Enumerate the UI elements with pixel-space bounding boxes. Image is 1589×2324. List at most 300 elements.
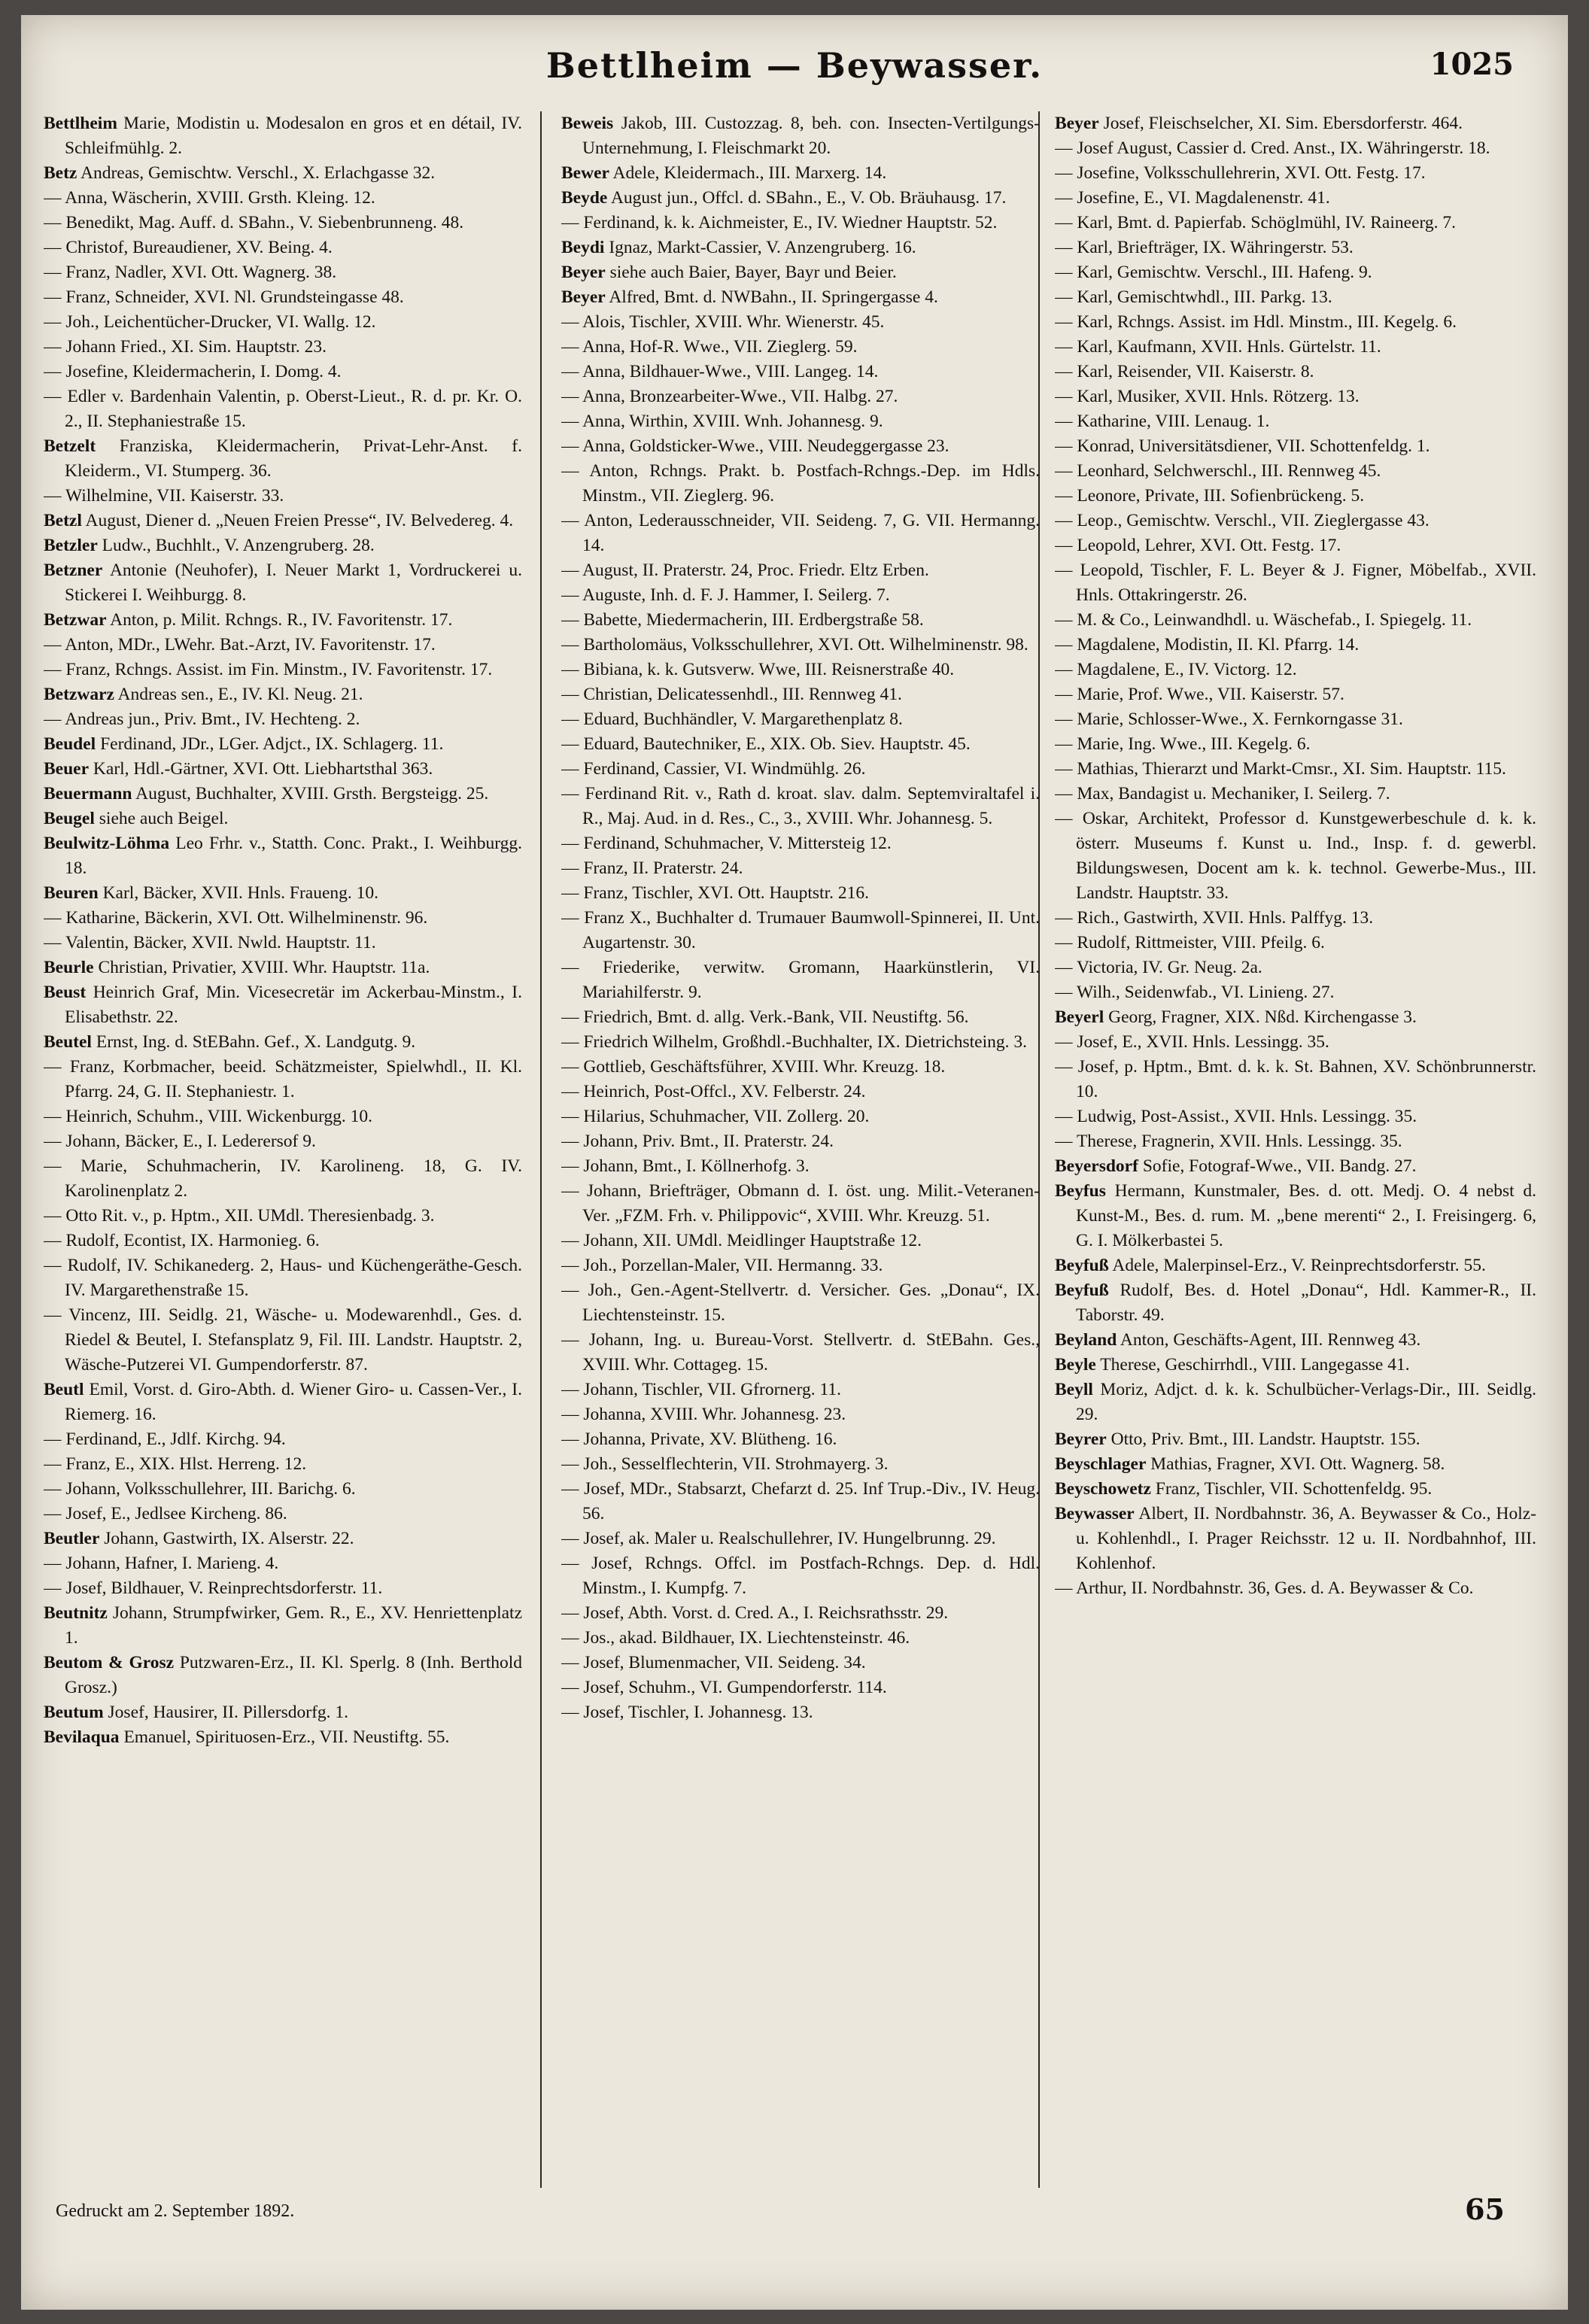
directory-entry [561, 384, 1040, 409]
directory-entry [1055, 1452, 1536, 1477]
entry-details: — Marie, Schuhmacherin, IV. Karolineng. 18, G. IV. Karolinenplatz 2. [44, 1156, 522, 1201]
directory-entry [44, 509, 522, 533]
entry-details: — Babette, Miedermacherin, III. Erdbergstraße 58. [561, 610, 924, 630]
entry-details: — Johann, XII. UMdl. Meidlinger Hauptstraße 12. [561, 1231, 922, 1250]
entry-surname: Beyersdorf [1055, 1156, 1138, 1176]
entry-surname: Beyland [1055, 1330, 1117, 1350]
directory-entry [561, 1452, 1040, 1477]
directory-entry [1055, 558, 1536, 608]
directory-entry [1055, 1353, 1536, 1378]
entry-details: Adele, Kleidermach., III. Marxerg. 14. [612, 163, 887, 183]
entry-surname: Bettlheim [44, 114, 117, 133]
entry-details: — Friedrich Wilhelm, Großhdl.-Buchhalter, IX. Dietrichsteing. 3. [561, 1032, 1027, 1052]
entry-surname: Beutnitz [44, 1603, 108, 1623]
entry-details: — Wilhelmine, VII. Kaiserstr. 33. [44, 486, 284, 506]
directory-entry [561, 1551, 1040, 1601]
entry-surname: Betz [44, 163, 77, 183]
directory-entry [44, 558, 522, 608]
entry-surname: Betzwar [44, 610, 107, 630]
entry-details: — Johann, Ing. u. Bureau-Vorst. Stellvertr. d. StEBahn. Ges., XVIII. Whr. Cottageg. 15. [561, 1330, 1040, 1375]
entry-details: — Joh., Gen.-Agent-Stellvertr. d. Versicher. Ges. „Donau“, IX. Liechtensteinstr. 15. [561, 1280, 1040, 1325]
directory-entry [561, 1129, 1040, 1154]
directory-entry [44, 111, 522, 161]
entry-surname: Beugel [44, 809, 95, 828]
directory-entry [561, 1179, 1040, 1229]
entry-details: — Johann, Tischler, VII. Gfrornerg. 11. [561, 1380, 841, 1399]
entry-surname: Beutler [44, 1529, 100, 1548]
entry-details: — Eduard, Buchhändler, V. Margarethenplatz 8. [561, 709, 903, 729]
entry-details: — Christian, Delicatessenhdl., III. Rennweg 41. [561, 685, 902, 704]
directory-entry [1055, 409, 1536, 434]
directory-entry [1055, 1427, 1536, 1452]
entry-details: — Max, Bandagist u. Mechaniker, I. Seilerg. 7. [1055, 784, 1390, 804]
directory-entry [561, 161, 1040, 186]
directory-entry [561, 1005, 1040, 1030]
entry-surname: Beyschlager [1055, 1454, 1147, 1474]
directory-entry [561, 1626, 1040, 1651]
entry-details: — Josefine, E., VI. Magdalenenstr. 41. [1055, 188, 1330, 208]
directory-entry [561, 608, 1040, 633]
entry-details: — Josef, Abth. Vorst. d. Cred. A., I. Reichsrathsstr. 29. [561, 1603, 949, 1623]
directory-entry [1055, 1129, 1536, 1154]
directory-entry [44, 1303, 522, 1378]
directory-entry [1055, 682, 1536, 707]
entry-details: siehe auch Beigel. [99, 809, 229, 828]
directory-entry [44, 1253, 522, 1303]
directory-entry [1055, 782, 1536, 807]
directory-entry [561, 1104, 1040, 1129]
directory-entry [44, 1502, 522, 1527]
directory-entry [1055, 633, 1536, 658]
entry-details: Antonie (Neuhofer), I. Neuer Markt 1, Vordruckerei u. Stickerei I. Weihburgg. 8. [65, 560, 522, 605]
directory-entry [44, 1378, 522, 1427]
directory-entry [561, 881, 1040, 906]
directory-entry [44, 211, 522, 235]
entry-details: Marie, Modistin u. Modesalon en gros et en détail, IV. Schleifmühlg. 2. [65, 114, 522, 158]
entry-details: Adele, Malerpinsel-Erz., V. Reinprechtsdorferstr. 55. [1112, 1256, 1486, 1275]
entry-surname: Betzwarz [44, 685, 114, 704]
directory-entry [44, 434, 522, 484]
directory-entry [561, 1402, 1040, 1427]
entry-details: — Bibiana, k. k. Gutsverw. Wwe, III. Reisnerstraße 40. [561, 660, 955, 679]
entry-details: Jakob, III. Custozzag. 8, beh. con. Insecten-Vertilgungs-Unternehmung, I. Fleischmarkt 20. [582, 114, 1040, 158]
directory-entry [1055, 1179, 1536, 1253]
entry-details: Andreas, Gemischtw. Verschl., X. Erlachgasse 32. [80, 163, 436, 183]
directory-entry [44, 782, 522, 807]
entry-surname: Beyll [1055, 1380, 1093, 1399]
entry-surname: Beust [44, 983, 87, 1002]
directory-entry [1055, 1055, 1536, 1104]
directory-entry [1055, 1328, 1536, 1353]
directory-entry [44, 757, 522, 782]
entry-details: August, Diener d. „Neuen Freien Presse“, IV. Belvedereg. 4. [85, 511, 514, 530]
entry-details: — Anton, Rchngs. Prakt. b. Postfach-Rchngs.-Dep. im Hdls. Minstm., VII. Zieglerg. 96. [561, 461, 1040, 506]
entry-details: Otto, Priv. Bmt., III. Landstr. Hauptstr. 155. [1110, 1429, 1420, 1449]
entry-details: — Karl, Kaufmann, XVII. Hnls. Gürtelstr. 11. [1055, 337, 1381, 357]
entry-details: Christian, Privatier, XVIII. Whr. Hauptstr. 11a. [98, 958, 430, 977]
entry-details: — Leonhard, Selchwerschl., III. Rennweg 45. [1055, 461, 1381, 481]
entry-details: — Karl, Briefträger, IX. Währingerstr. 53. [1055, 238, 1354, 257]
entry-details: — Josef, Tischler, I. Johannesg. 13. [561, 1703, 813, 1722]
entry-surname: Beywasser [1055, 1504, 1135, 1524]
directory-entry [44, 1104, 522, 1129]
directory-entry [1055, 260, 1536, 285]
entry-details: August, Buchhalter, XVIII. Grsth. Bergsteigg. 25. [135, 784, 489, 804]
entry-details: — Friederike, verwitw. Gromann, Haarkünstlerin, VI. Mariahilferstr. 9. [561, 958, 1040, 1002]
entry-details: — Mathias, Thierarzt und Markt-Cmsr., XI. Sim. Hauptstr. 115. [1055, 759, 1506, 779]
entry-details: Heinrich Graf, Min. Vicesecretär im Ackerbau-Minstm., I. Elisabethstr. 22. [65, 983, 522, 1027]
directory-entry [561, 260, 1040, 285]
entry-details: — Rudolf, Econtist, IX. Harmonieg. 6. [44, 1231, 320, 1250]
entry-surname: Beutl [44, 1380, 84, 1399]
entry-details: — Christof, Bureaudiener, XV. Being. 4. [44, 238, 333, 257]
entry-details: August jun., Offcl. d. SBahn., E., V. Ob. Bräuhausg. 17. [610, 188, 1007, 208]
entry-details: — Ludwig, Post-Assist., XVII. Hnls. Lessingg. 35. [1055, 1107, 1417, 1126]
directory-entry [561, 831, 1040, 856]
entry-details: Leo Frhr. v., Statth. Conc. Prakt., I. Weihburgg. 18. [65, 834, 522, 878]
entry-details: — Katharine, VIII. Lenaug. 1. [1055, 412, 1270, 431]
directory-entry [561, 757, 1040, 782]
entry-details: — Konrad, Universitätsdiener, VII. Schottenfeldg. 1. [1055, 436, 1430, 456]
directory-entry [1055, 434, 1536, 459]
directory-entry [561, 360, 1040, 384]
directory-entry [44, 1527, 522, 1551]
directory-entry [1055, 360, 1536, 384]
entry-details: — Oskar, Architekt, Professor d. Kunstgewerbeschule d. k. k. österr. Museums f. Kunst u. Ind., Insp. f. d. gewerbl. Bildungswesen, Docent am k. k. technol. Gewerbe-Mus., III. Landstr. Hauptstr. 33. [1055, 809, 1536, 903]
directory-entry [1055, 955, 1536, 980]
directory-entry [561, 682, 1040, 707]
entry-details: — Anna, Wäscherin, XVIII. Grsth. Kleing. 12. [44, 188, 375, 208]
directory-entry [1055, 533, 1536, 558]
entry-details: Moriz, Adjct. d. k. k. Schulbücher-Verlags-Dir., III. Seidlg. 29. [1076, 1380, 1536, 1424]
entry-details: Anton, p. Milit. Rchngs. R., IV. Favoritenstr. 17. [110, 610, 453, 630]
entry-surname: Beudel [44, 734, 96, 754]
directory-entry [561, 434, 1040, 459]
entry-details: Putzwaren-Erz., II. Kl. Sperlg. 8 (Inh. Berthold Grosz.) [65, 1653, 522, 1697]
directory-entry [1055, 1030, 1536, 1055]
entry-details: — M. & Co., Leinwandhdl. u. Wäschefab., I. Spiegelg. 11. [1055, 610, 1472, 630]
directory-entry [561, 1601, 1040, 1626]
directory-entry [561, 633, 1040, 658]
entry-details: — Karl, Bmt. d. Papierfab. Schöglmühl, IV. Raineerg. 7. [1055, 213, 1457, 232]
directory-entry [44, 906, 522, 931]
directory-entry [1055, 732, 1536, 757]
directory-entry [44, 1030, 522, 1055]
entry-details: — Hilarius, Schuhmacher, VII. Zollerg. 20. [561, 1107, 870, 1126]
directory-entry [1055, 757, 1536, 782]
directory-entry [561, 1328, 1040, 1378]
entry-details: Mathias, Fragner, XVI. Ott. Wagnerg. 58. [1150, 1454, 1445, 1474]
page-number: 1025 [1429, 47, 1514, 82]
entry-details: — Franz, Nadler, XVI. Ott. Wagnerg. 38. [44, 263, 337, 282]
directory-entry [561, 1080, 1040, 1104]
directory-entry [1055, 980, 1536, 1005]
entry-details: — Franz, E., XIX. Hlst. Herreng. 12. [44, 1454, 307, 1474]
entry-details: — Josef, Rchngs. Offcl. im Postfach-Rchngs. Dep. d. Hdl. Minstm., I. Kumpfg. 7. [561, 1554, 1040, 1598]
directory-entry [44, 1576, 522, 1601]
entry-details: Karl, Bäcker, XVII. Hnls. Fraueng. 10. [102, 883, 379, 903]
directory-entry [1055, 211, 1536, 235]
entry-details: siehe auch Baier, Bayer, Bayr und Beier. [609, 263, 897, 282]
entry-surname: Beyer [561, 263, 606, 282]
entry-surname: Beweis [561, 114, 614, 133]
page-title: Bettlheim — Beywasser. [545, 45, 1044, 86]
entry-details: — Bartholomäus, Volksschullehrer, XVI. Ott. Wilhelminenstr. 98. [561, 635, 1028, 655]
entry-details: — Ferdinand Rit. v., Rath d. kroat. slav. dalm. Septemviraltafel i. R., Maj. Aud. in d. Res., C., 3., XVIII. Whr. Johannesg. 5. [561, 784, 1040, 828]
directory-entry [44, 285, 522, 310]
entry-details: — Rudolf, Rittmeister, VIII. Pfeilg. 6. [1055, 933, 1325, 952]
directory-entry [1055, 509, 1536, 533]
directory-entry [44, 1452, 522, 1477]
entry-details: — Katharine, Bäckerin, XVI. Ott. Wilhelminenstr. 96. [44, 908, 428, 928]
entry-details: — Magdalene, Modistin, II. Kl. Pfarrg. 14. [1055, 635, 1360, 655]
entry-details: — Heinrich, Post-Offcl., XV. Felberstr. 24. [561, 1082, 866, 1101]
directory-entry [1055, 658, 1536, 682]
sheet-number: 65 [1465, 2192, 1505, 2226]
directory-entry [44, 1477, 522, 1502]
entry-details: — Karl, Gemischtw. Verschl., III. Hafeng. 9. [1055, 263, 1372, 282]
entry-details: Sofie, Fotograf-Wwe., VII. Bandg. 27. [1142, 1156, 1417, 1176]
entry-surname: Beulwitz-Löhma [44, 834, 170, 853]
directory-page [21, 15, 1568, 2310]
entry-details: Ernst, Ing. d. StEBahn. Gef., X. Landgutg. 9. [96, 1032, 416, 1052]
directory-entry [561, 1427, 1040, 1452]
entry-details: — Therese, Fragnerin, XVII. Hnls. Lessingg. 35. [1055, 1132, 1402, 1151]
entry-details: Johann, Strumpfwirker, Gem. R., E., XV. Henriettenplatz 1. [65, 1603, 522, 1648]
directory-entry [561, 1154, 1040, 1179]
directory-entry [1055, 186, 1536, 211]
entry-details: Georg, Fragner, XIX. Nßd. Kirchengasse 3. [1108, 1007, 1417, 1027]
directory-entry [561, 1651, 1040, 1675]
entry-details: Alfred, Bmt. d. NWBahn., II. Springergasse 4. [609, 287, 938, 307]
directory-entry [44, 707, 522, 732]
directory-entry [44, 608, 522, 633]
entry-details: Ferdinand, JDr., LGer. Adjct., IX. Schlagerg. 11. [100, 734, 444, 754]
directory-entry [44, 1725, 522, 1750]
directory-entry [44, 1154, 522, 1204]
directory-entry [561, 1477, 1040, 1527]
directory-entry [1055, 1278, 1536, 1328]
directory-entry [1055, 459, 1536, 484]
directory-entry [1055, 1378, 1536, 1427]
entry-details: — Josef, Blumenmacher, VII. Seideng. 34. [561, 1653, 866, 1672]
directory-entry [1055, 807, 1536, 906]
entry-details: — Johann, Briefträger, Obmann d. I. öst. ung. Milit.-Veteranen-Ver. „FZM. Frh. v. Philippovic“, XVIII. Whr. Kreuzg. 51. [561, 1181, 1040, 1226]
directory-entry [44, 1651, 522, 1700]
directory-entry [561, 583, 1040, 608]
entry-details: — Ferdinand, Cassier, VI. Windmühlg. 26. [561, 759, 866, 779]
directory-entry [1055, 931, 1536, 955]
directory-entry [561, 782, 1040, 831]
directory-entry [44, 1055, 522, 1104]
entry-surname: Beurle [44, 958, 94, 977]
entry-details: — Arthur, II. Nordbahnstr. 36, Ges. d. A. Beywasser & Co. [1055, 1578, 1474, 1598]
entry-details: — Edler v. Bardenhain Valentin, p. Oberst-Lieut., R. d. pr. Kr. O. 2., II. Stephaniestraße 15. [44, 387, 522, 431]
entry-details: Therese, Geschirrhdl., VIII. Langegasse 41. [1100, 1355, 1410, 1375]
directory-entry [561, 235, 1040, 260]
directory-entry [561, 409, 1040, 434]
directory-entry [1055, 1104, 1536, 1129]
directory-entry [44, 384, 522, 434]
directory-entry [561, 1378, 1040, 1402]
print-date: Gedruckt am 2. September 1892. [56, 2201, 295, 2221]
entry-surname: Beyle [1055, 1355, 1096, 1375]
directory-entry [44, 186, 522, 211]
directory-entry [561, 1527, 1040, 1551]
entry-surname: Beuren [44, 883, 99, 903]
entry-details: — Anna, Bildhauer-Wwe., VIII. Langeg. 14. [561, 362, 879, 381]
directory-entry [44, 955, 522, 980]
entry-details: — Victoria, IV. Gr. Neug. 2a. [1055, 958, 1262, 977]
entry-details: — Leop., Gemischtw. Verschl., VII. Zieglergasse 43. [1055, 511, 1429, 530]
entry-details: — Josef August, Cassier d. Cred. Anst., IX. Währingerstr. 18. [1055, 138, 1490, 158]
entry-details: — Jos., akad. Bildhauer, IX. Liechtensteinstr. 46. [561, 1628, 910, 1648]
entry-details: — Heinrich, Schuhm., VIII. Wickenburgg. 10. [44, 1107, 372, 1126]
entry-details: — Johann, Bmt., I. Köllnerhofg. 3. [561, 1156, 810, 1176]
directory-entry [1055, 136, 1536, 161]
directory-entry [561, 658, 1040, 682]
directory-entry [44, 260, 522, 285]
entry-details: — Anna, Wirthin, XVIII. Wnh. Johannesg. 9. [561, 412, 883, 431]
entry-details: — Franz, Schneider, XVI. Nl. Grundsteingasse 48. [44, 287, 404, 307]
directory-entry [1055, 161, 1536, 186]
directory-entry [1055, 285, 1536, 310]
entry-details: — Alois, Tischler, XVIII. Whr. Wienerstr. 45. [561, 312, 885, 332]
entry-details: — Johann Fried., XI. Sim. Hauptstr. 23. [44, 337, 327, 357]
directory-entry [561, 310, 1040, 335]
directory-entry [561, 509, 1040, 558]
entry-details: — Anna, Hof-R. Wwe., VII. Zieglerg. 59. [561, 337, 858, 357]
entry-details: — Anton, MDr., LWehr. Bat.-Arzt, IV. Favoritenstr. 17. [44, 635, 436, 655]
entry-details: — Franz, II. Praterstr. 24. [561, 858, 743, 878]
directory-entry [561, 1055, 1040, 1080]
entry-details: — Josef, Schuhm., VI. Gumpendorferstr. 114. [561, 1678, 887, 1697]
entry-details: — Andreas jun., Priv. Bmt., IV. Hechteng. 2. [44, 709, 360, 729]
directory-entry [44, 1129, 522, 1154]
directory-entry [44, 335, 522, 360]
directory-entry [1055, 1576, 1536, 1601]
directory-entry [561, 906, 1040, 955]
entry-details: — Johanna, Private, XV. Blütheng. 16. [561, 1429, 837, 1449]
directory-entry [1055, 1005, 1536, 1030]
directory-entry [44, 980, 522, 1030]
directory-entry [44, 484, 522, 509]
directory-entry [44, 658, 522, 682]
entry-details: — Marie, Ing. Wwe., III. Kegelg. 6. [1055, 734, 1311, 754]
entry-details: — Joh., Sesselflechterin, VII. Strohmayerg. 3. [561, 1454, 889, 1474]
directory-entry [561, 459, 1040, 509]
directory-entry [44, 633, 522, 658]
directory-entry [44, 807, 522, 831]
entry-surname: Beyerl [1055, 1007, 1104, 1027]
entry-details: — Vincenz, III. Seidlg. 21, Wäsche- u. Modewarenhdl., Ges. d. Riedel & Beutel, I. Stefansplatz 9, Fil. III. Landstr. Hauptstr. 2, Wäsche-Putzerei VI. Gumpendorferstr. 87. [44, 1305, 522, 1375]
directory-entry [561, 1030, 1040, 1055]
entry-details: — Eduard, Bautechniker, E., XIX. Ob. Siev. Hauptstr. 45. [561, 734, 971, 754]
directory-entry [1055, 1154, 1536, 1179]
directory-entry [44, 161, 522, 186]
directory-entry [1055, 707, 1536, 732]
entry-details: — Rich., Gastwirth, XVII. Hnls. Palffyg. 13. [1055, 908, 1374, 928]
directory-column-2 [561, 111, 1040, 2188]
entry-details: — Friedrich, Bmt. d. allg. Verk.-Bank, VII. Neustiftg. 56. [561, 1007, 969, 1027]
directory-entry [1055, 608, 1536, 633]
entry-details: — Karl, Reisender, VII. Kaiserstr. 8. [1055, 362, 1314, 381]
directory-entry [561, 1675, 1040, 1700]
entry-details: Emanuel, Spirituosen-Erz., VII. Neustiftg. 55. [123, 1727, 450, 1747]
entry-details: — Rudolf, IV. Schikanederg. 2, Haus- und Küchengeräthe-Gesch. IV. Margarethenstraße 15. [44, 1256, 522, 1300]
directory-entry [1055, 1477, 1536, 1502]
entry-surname: Betzelt [44, 436, 96, 456]
directory-entry [44, 732, 522, 757]
directory-entry [44, 1551, 522, 1576]
directory-entry [1055, 1253, 1536, 1278]
entry-details: Albert, II. Nordbahnstr. 36, A. Beywasser & Co., Holz- u. Kohlenhdl., I. Prager Reichsstr. 12 u. II. Nordbahnhof, III. Kohlenhof. [1076, 1504, 1536, 1573]
entry-surname: Beyfuß [1055, 1256, 1109, 1275]
directory-entry [44, 1700, 522, 1725]
directory-entry [1055, 1502, 1536, 1576]
directory-entry [561, 1229, 1040, 1253]
entry-details: — Franz, Tischler, XVI. Ott. Hauptstr. 216. [561, 883, 869, 903]
entry-details: Josef, Fleischselcher, XI. Sim. Ebersdorferstr. 464. [1103, 114, 1463, 133]
entry-surname: Beutel [44, 1032, 92, 1052]
entry-surname: Beyer [561, 287, 606, 307]
directory-entry [44, 1229, 522, 1253]
entry-details: Josef, Hausirer, II. Pillersdorfg. 1. [108, 1703, 349, 1722]
entry-details: Andreas sen., E., IV. Kl. Neug. 21. [117, 685, 363, 704]
directory-entry [44, 1427, 522, 1452]
entry-details: — Gottlieb, Geschäftsführer, XVIII. Whr. Kreuzg. 18. [561, 1057, 946, 1077]
page-header [21, 45, 1568, 105]
entry-details: — Anna, Bronzearbeiter-Wwe., VII. Halbg. 27. [561, 387, 898, 406]
entry-details: — Franz X., Buchhalter d. Trumauer Baumwoll-Spinnerei, II. Unt. Augartenstr. 30. [561, 908, 1040, 952]
directory-column-3 [1055, 111, 1536, 2188]
entry-surname: Beydi [561, 238, 605, 257]
entry-surname: Beutom & Grosz [44, 1653, 175, 1672]
entry-details: — Marie, Schlosser-Wwe., X. Fernkorngasse 31. [1055, 709, 1403, 729]
directory-entry [561, 186, 1040, 211]
entry-details: — Franz, Rchngs. Assist. im Fin. Minstm., IV. Favoritenstr. 17. [44, 660, 493, 679]
entry-details: — Johann, Volksschullehrer, III. Barichg. 6. [44, 1479, 356, 1499]
entry-details: — Magdalene, E., IV. Victorg. 12. [1055, 660, 1297, 679]
entry-surname: Beyde [561, 188, 608, 208]
entry-details: — Wilh., Seidenwfab., VI. Linieng. 27. [1055, 983, 1335, 1002]
column-divider [540, 111, 542, 2188]
entry-surname: Betzner [44, 560, 103, 580]
entry-details: — Josef, E., XVII. Hnls. Lessingg. 35. [1055, 1032, 1329, 1052]
entry-surname: Bevilaqua [44, 1727, 120, 1747]
directory-entry [561, 558, 1040, 583]
directory-entry [561, 1700, 1040, 1725]
entry-details: Franziska, Kleidermacherin, Privat-Lehr-Anst. f. Kleiderm., VI. Stumperg. 36. [65, 436, 522, 481]
directory-entry [44, 235, 522, 260]
entry-details: Ludw., Buchhlt., V. Anzengruberg. 28. [102, 536, 375, 555]
entry-details: — Ferdinand, k. k. Aichmeister, E., IV. Wiedner Hauptstr. 52. [561, 213, 998, 232]
directory-entry [44, 831, 522, 881]
entry-details: — Joh., Leichentücher-Drucker, VI. Wallg. 12. [44, 312, 376, 332]
entry-details: — August, II. Praterstr. 24, Proc. Friedr. Eltz Erben. [561, 560, 929, 580]
directory-entry [44, 310, 522, 335]
directory-entry [561, 335, 1040, 360]
directory-entry [44, 881, 522, 906]
entry-details: — Valentin, Bäcker, XVII. Nwld. Hauptstr. 11. [44, 933, 376, 952]
entry-details: — Benedikt, Mag. Auff. d. SBahn., V. Siebenbrunneng. 48. [44, 213, 464, 232]
entry-details: — Joh., Porzellan-Maler, VII. Hermanng. 33. [561, 1256, 883, 1275]
entry-details: — Franz, Korbmacher, beeid. Schätzmeister, Spielwhdl., II. Kl. Pfarrg. 24, G. II. Stephaniestr. 1. [44, 1057, 522, 1101]
directory-entry [561, 285, 1040, 310]
entry-details: — Karl, Rchngs. Assist. im Hdl. Minstm., III. Kegelg. 6. [1055, 312, 1457, 332]
entry-surname: Betzler [44, 536, 98, 555]
entry-details: — Anna, Goldsticker-Wwe., VIII. Neudeggergasse 23. [561, 436, 949, 456]
